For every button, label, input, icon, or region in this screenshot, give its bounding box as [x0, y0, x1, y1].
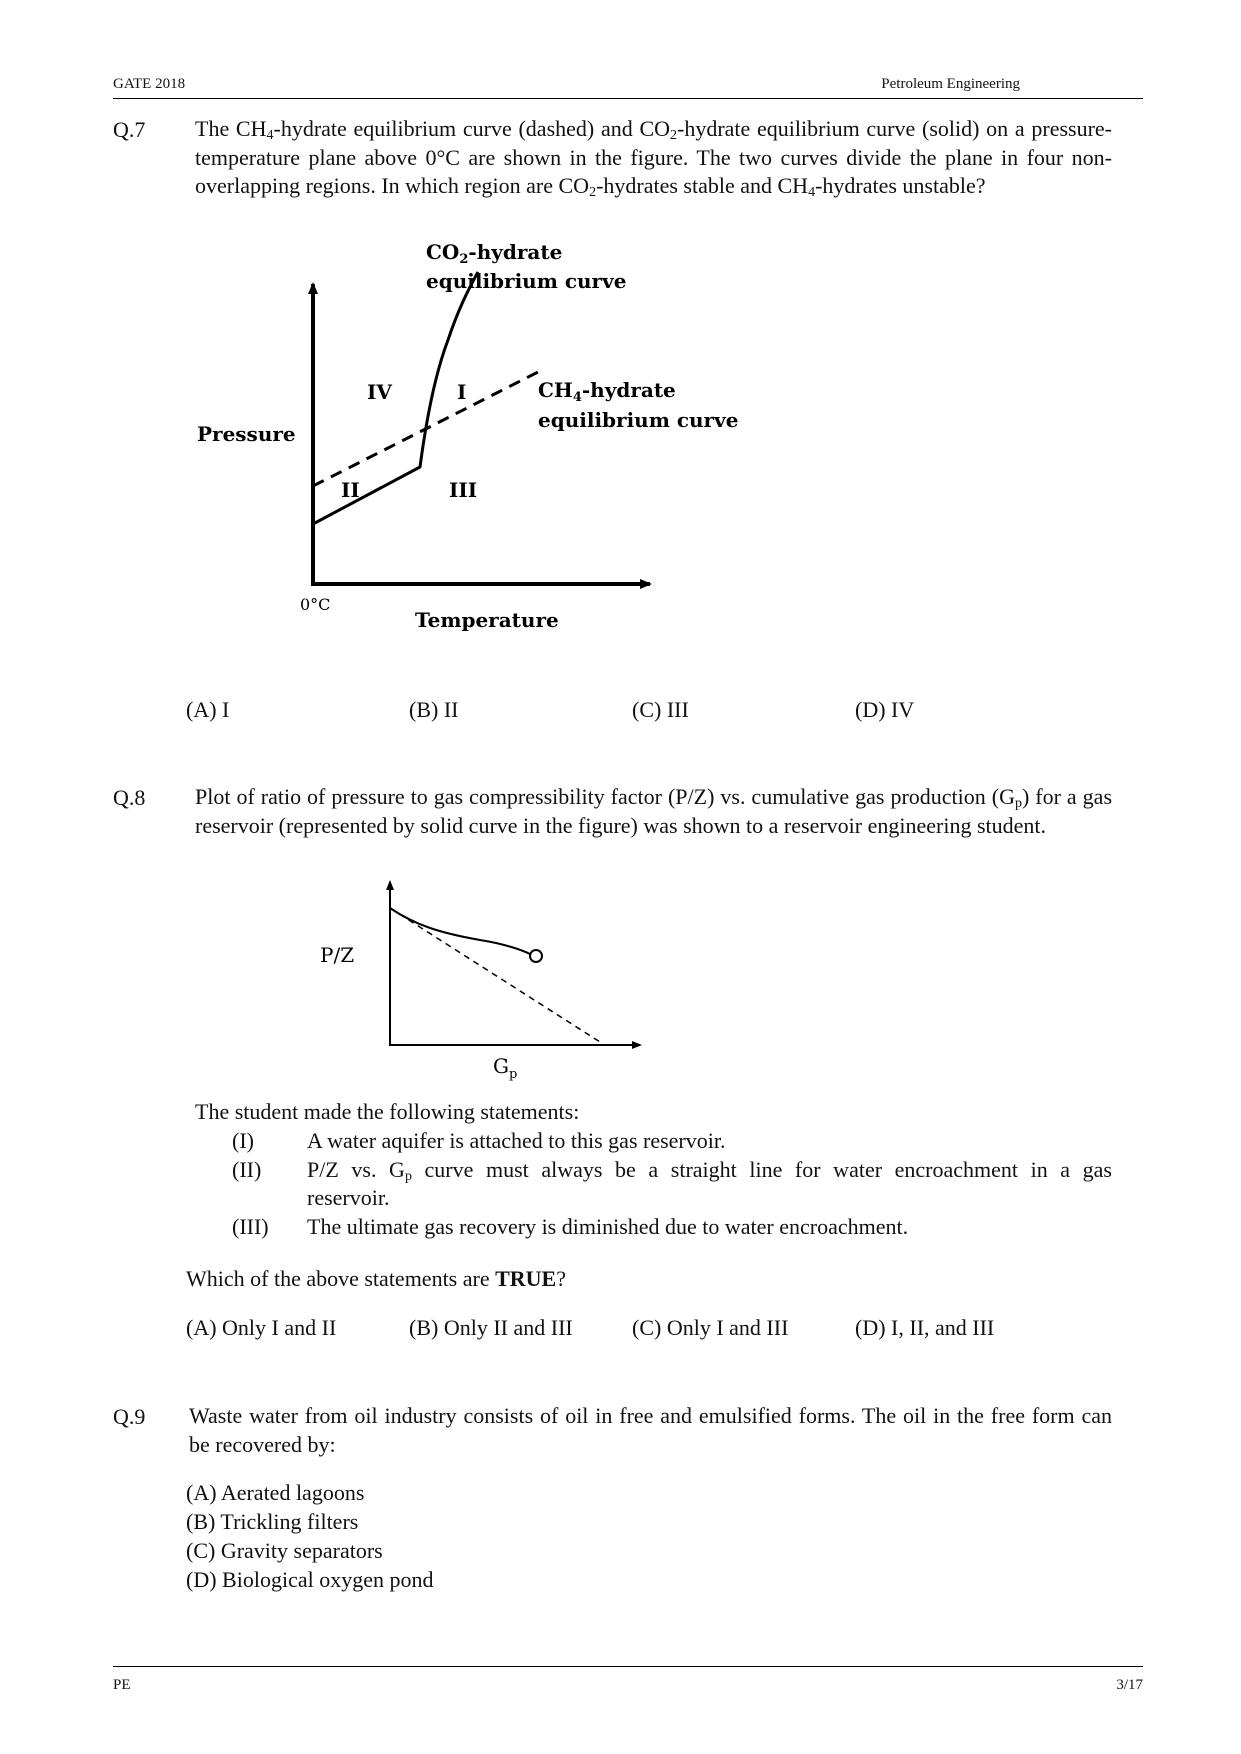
q8-y-label: P/Z — [320, 943, 355, 967]
footer-code: PE — [113, 1677, 131, 1693]
region-iii-label: III — [449, 478, 478, 502]
co2-curve-label-line2: equilibrium curve — [426, 269, 627, 293]
q8-statement-2-num: (II) — [232, 1157, 262, 1182]
q9-text: Waste water from oil industry consists of oil in free and emulsified forms. The oil in the free form can be recovered by: — [189, 1403, 1112, 1457]
q9-number: Q.9 — [113, 1404, 146, 1429]
pz-solid-curve — [390, 908, 530, 954]
q7-x-label: Temperature — [415, 608, 559, 632]
q8-statement-2-cont: reservoir. — [307, 1185, 390, 1210]
q9-option-c: (C) Gravity separators — [186, 1538, 383, 1563]
pz-curve-end-marker — [530, 950, 542, 962]
q7-origin-label: 0°C — [300, 595, 331, 614]
q9-option-d: (D) Biological oxygen pond — [186, 1567, 434, 1592]
ch4-curve-label-line2: equilibrium curve — [538, 408, 739, 432]
q8-statement-3-text: The ultimate gas recovery is diminished due to water encroachment. — [307, 1214, 909, 1239]
q8-statement-3-num: (III) — [232, 1214, 269, 1239]
ch4-curve-label-line1: $CH_4$-hydrate — [538, 378, 676, 405]
q8-text: Plot of ratio of pressure to gas compressibility factor (P/Z) vs. cumulative gas production $(G_p)$ for a gas reservoir (represented by solid curve in the figure) was shown to a reservoir engineering student. — [195, 784, 1113, 838]
header-exam: GATE 2018 — [113, 76, 186, 92]
q8-x-label: $G_p$ — [493, 1054, 518, 1082]
q7-option-a: (A) I — [186, 697, 230, 722]
q8-option-c: (C) Only I and III — [632, 1315, 789, 1340]
q9-option-a: (A) Aerated lagoons — [186, 1480, 365, 1505]
q8-statement-1-num: (I) — [232, 1128, 254, 1153]
q7-text: The $CH_4$-hydrate equilibrium curve (dashed) and $CO_2$-hydrate equilibrium curve (solid) on a pressure-temperature plane above 0°C are shown in the figure. The two curves divide the plane in four non-overlapping regions. In which region are $CO_2$-hydrates stable and $CH_4$-hydrates unstable? — [195, 116, 1113, 200]
q8-statement-1-text: A water aquifer is attached to this gas reservoir. — [307, 1128, 726, 1153]
q7-figure — [180, 232, 740, 642]
region-ii-label: II — [341, 478, 360, 502]
q9-option-b: (B) Trickling filters — [186, 1509, 359, 1534]
q7-y-label: Pressure — [197, 422, 296, 446]
q7-option-d: (D) IV — [855, 697, 915, 722]
header-subject: Petroleum Engineering — [881, 76, 1020, 92]
page-header — [113, 74, 1143, 99]
ch4-hydrate-curve — [313, 370, 542, 486]
q8-statement-2-text: P/Z vs. $G_p$ curve must always be a straight line for water encroachment in a gas — [307, 1157, 1112, 1184]
q8-option-d: (D) I, II, and III — [855, 1315, 995, 1340]
q7-number: Q.7 — [113, 117, 146, 142]
region-iv-label: IV — [367, 380, 392, 404]
pz-dashed-line — [390, 908, 600, 1042]
q8-number: Q.8 — [113, 785, 146, 810]
q8-intro: The student made the following statements: — [195, 1099, 580, 1124]
co2-curve-label-line1: $CO_2$-hydrate — [426, 240, 563, 267]
q7-option-b: (B) II — [409, 697, 459, 722]
q7-option-c: (C) III — [632, 697, 689, 722]
q8-option-a: (A) Only I and II — [186, 1315, 337, 1340]
q8-figure — [310, 870, 650, 1090]
q8-question: Which of the above statements are TRUE? — [186, 1266, 566, 1291]
region-i-label: I — [457, 380, 467, 404]
page-footer — [113, 1666, 1143, 1697]
q8-option-b: (B) Only II and III — [409, 1315, 573, 1340]
footer-page-number: 3/17 — [1116, 1677, 1143, 1693]
